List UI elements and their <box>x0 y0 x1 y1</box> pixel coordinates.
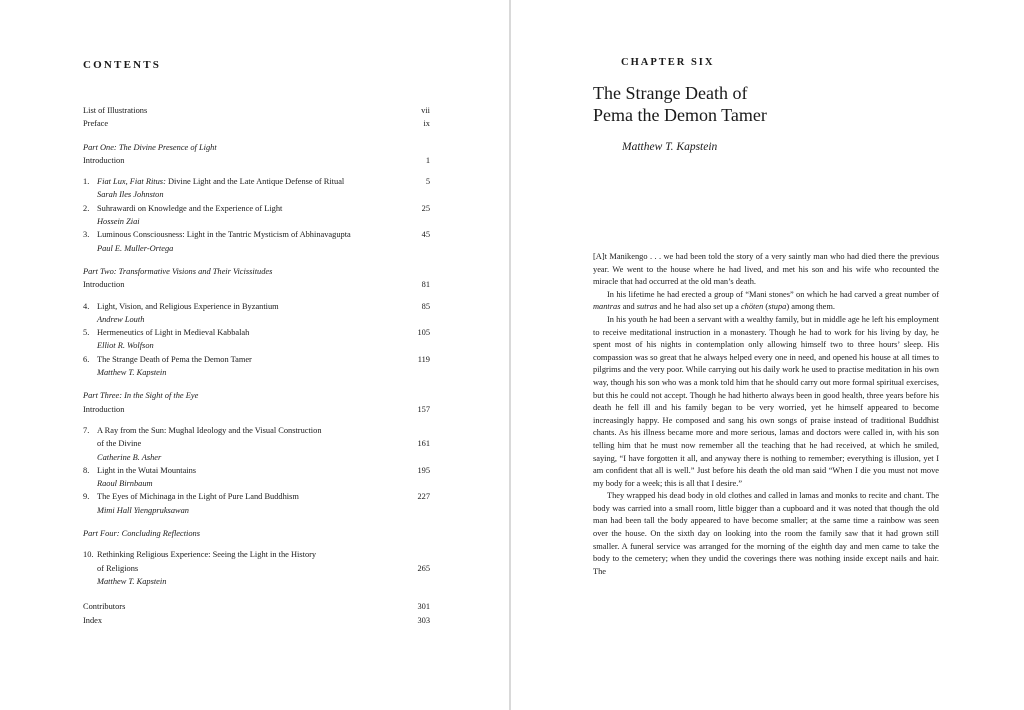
toc-title: List of Illustrations <box>83 106 148 115</box>
toc-title: Contributors <box>83 602 126 612</box>
chapter-author: Raoul Birnbaum <box>97 479 153 489</box>
part-heading: Part Two: Transformative Visions and Their Vicissitudes <box>83 266 273 276</box>
toc-entry[interactable] <box>83 104 430 117</box>
toc-chapter[interactable] <box>83 175 430 188</box>
chapter-number: 10. <box>83 550 94 560</box>
toc-title: Index <box>83 615 103 625</box>
toc-entry[interactable] <box>83 614 430 627</box>
toc-title: Introduction <box>83 155 125 165</box>
toc-page: 119 <box>417 354 430 364</box>
toc-page: 5 <box>425 177 430 187</box>
chapter-author: Sarah Iles Johnston <box>97 190 164 200</box>
part-heading: Part Four: Concluding Reflections <box>83 529 201 539</box>
chapter-title: Light, Vision, and Religious Experience in Byzantium <box>97 301 279 311</box>
table-of-contents <box>83 104 430 627</box>
toc-page: 85 <box>421 301 430 311</box>
toc-chapter-continued <box>83 562 430 575</box>
toc-title: Introduction <box>83 404 125 414</box>
toc-chapter[interactable] <box>83 464 430 477</box>
toc-title: Preface <box>83 119 109 129</box>
chapter-title: A Ray from the Sun: Mughal Ideology and the Visual Construction <box>97 425 322 435</box>
chapter-number: 4. <box>83 301 90 311</box>
toc-page: vii <box>421 106 430 115</box>
toc-page: 195 <box>417 465 430 475</box>
chapter-author: Elliot R. Wolfson <box>97 341 154 351</box>
toc-chapter[interactable] <box>83 490 430 503</box>
toc-page: 157 <box>417 404 430 414</box>
chapter-title-line: The Strange Death of <box>593 83 748 103</box>
chapter-title: Suhrawardi on Knowledge and the Experience of Light <box>97 203 283 213</box>
toc-chapter[interactable] <box>83 548 430 561</box>
chapter-label: CHAPTER SIX <box>621 57 715 68</box>
toc-chapter[interactable] <box>83 300 430 313</box>
toc-chapter[interactable] <box>83 353 430 366</box>
toc-entry[interactable] <box>83 278 430 291</box>
toc-page: 105 <box>417 328 430 338</box>
toc-chapter[interactable] <box>83 202 430 215</box>
toc-entry[interactable] <box>83 154 430 167</box>
body-paragraph: In his youth he had been a servant with a wealthy family, but in middle age he left his employment to receive meditational instruction in a monastery. Though he had to work for his living by day, he spent most of his nights in contemplation only allowing himself two to three hours’ sleep. His compassion was so great that he always helped every one in need, and opened his house at all times to pilgrims and the very poor. While carrying out his daily work he used to practise meditation in his own way, though his son who was a monk told him that he should carry out more formal spiritual exercises, but this he could not accept. Though he had hitherto always been in good health, three years before his death he fell ill and his family began to be very worried, yet he himself appeared to become increasingly happy. He composed and sang his own songs of praise instead of traditional Buddhist chants. As his illness became more and more serious, lamas and doctors were called in, with his son telling him that he must now remember all the teaching that he had received, at which he smiled, saying, “I have forgotten it all, and anyway there is nothing to remember; everything is illusion, yet I am confident that all is well.” Just before his death the old man said “When I die you must not move my body for a week; this is all that I desire.” <box>593 314 939 488</box>
chapter-byline: Matthew T. Kapstein <box>622 141 718 153</box>
chapter-title: The Eyes of Michinaga in the Light of Pure Land Buddhism <box>97 492 299 502</box>
chapter-author: Catherine B. Asher <box>97 452 162 462</box>
body-paragraph: In his lifetime he had erected a group of “Mani stones” on which he had carved a great number of mantras and sutras and he had also set up a chöten (stupa) among them. <box>593 289 939 312</box>
chapter-body <box>593 251 939 578</box>
chapter-title: Hermeneutics of Light in Medieval Kabbalah <box>97 328 250 338</box>
chapter-title: Fiat Lux, Fiat Ritus: Divine Light and the Late Antique Defense of Ritual <box>97 177 345 187</box>
chapter-number: 3. <box>83 230 90 240</box>
toc-entry[interactable] <box>83 600 430 613</box>
chapter-author: Paul E. Muller-Ortega <box>97 243 174 253</box>
chapter-title-heading <box>593 82 923 126</box>
chapter-number: 8. <box>83 465 90 475</box>
toc-chapter[interactable] <box>83 228 430 241</box>
chapter-number: 5. <box>83 328 90 338</box>
chapter-author: Hossein Ziai <box>97 217 140 227</box>
chapter-author: Andrew Louth <box>97 314 145 324</box>
part-heading: Part One: The Divine Presence of Light <box>83 142 217 152</box>
toc-page: 81 <box>421 280 430 290</box>
contents-heading: CONTENTS <box>83 59 162 71</box>
toc-title: Introduction <box>83 280 125 290</box>
toc-chapter-continued <box>83 437 430 450</box>
toc-page: 45 <box>421 230 430 240</box>
chapter-number: 1. <box>83 177 90 187</box>
chapter-number: 2. <box>83 203 90 213</box>
toc-page: ix <box>423 119 430 129</box>
chapter-title: The Strange Death of Pema the Demon Tamer <box>97 354 252 364</box>
chapter-author: Matthew T. Kapstein <box>97 576 167 586</box>
chapter-title: Light in the Wutai Mountains <box>97 465 197 475</box>
part-heading: Part Three: In the Sight of the Eye <box>83 391 199 401</box>
chapter-title-line: Pema the Demon Tamer <box>593 105 767 125</box>
contents-page <box>0 0 509 710</box>
chapter-author: Mimi Hall Yiengpruksawan <box>97 505 189 515</box>
chapter-title: Rethinking Religious Experience: Seeing the Light in the History <box>97 550 317 560</box>
chapter-number: 6. <box>83 354 90 364</box>
chapter-number: 9. <box>83 492 90 502</box>
toc-entry[interactable] <box>83 117 430 130</box>
body-paragraph: [A]t Manikengo . . . we had been told the story of a very saintly man who had died there the previous year. We went to the house where he had lived, and met his son and his wife who recounted the miracle that had occurred at the old man’s death. <box>593 252 939 287</box>
toc-page: 25 <box>421 203 430 213</box>
chapter-title: of the Divine <box>97 439 142 449</box>
toc-page: 227 <box>417 492 430 502</box>
toc-entry[interactable] <box>83 403 430 416</box>
toc-chapter[interactable] <box>83 424 430 437</box>
toc-chapter[interactable] <box>83 326 430 339</box>
toc-page: 303 <box>417 615 430 625</box>
toc-page: 265 <box>417 563 430 573</box>
toc-page: 1 <box>425 155 430 165</box>
chapter-title: of Religions <box>97 563 139 573</box>
chapter-number: 7. <box>83 425 90 435</box>
body-paragraph: They wrapped his dead body in old clothes and called in lamas and monks to recite and chant. The body was carried into a small room, little bigger than a cupboard and it was noted that though the old man had been tall the body appeared to have become smaller; at the same time a rainbow was seen over the house. On the sixth day on looking into the room the family saw that it had grown still smaller. A funeral service was arranged for the morning of the eighth day and men came to take the body to the cemetery; when they undid the coverings there was nothing inside except nails and hair. The <box>593 491 939 576</box>
toc-page: 301 <box>417 602 430 612</box>
toc-page: 161 <box>417 439 430 449</box>
chapter-author: Matthew T. Kapstein <box>97 368 167 378</box>
chapter-title: Luminous Consciousness: Light in the Tantric Mysticism of Abhinavagupta <box>97 230 351 240</box>
